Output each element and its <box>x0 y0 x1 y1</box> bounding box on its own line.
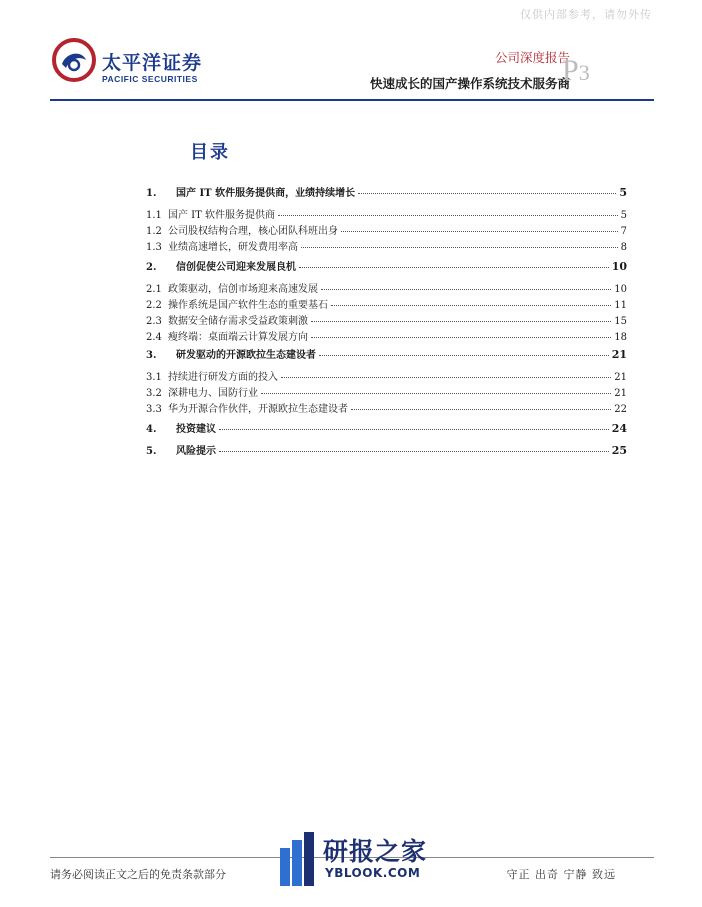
toc-entry[interactable] <box>146 368 627 383</box>
toc-entry[interactable] <box>146 296 627 311</box>
toc-entry-label: 瘦终端：桌面端云计算发展方向 <box>168 332 308 343</box>
toc-leader-dots <box>319 355 609 356</box>
toc-entry[interactable] <box>146 420 627 435</box>
toc-entry-page: 21 <box>611 348 627 361</box>
company-logo <box>52 38 242 92</box>
pacific-emblem-icon <box>52 38 96 82</box>
toc-entry-number: 2.2 <box>146 300 162 311</box>
toc-entry-page: 7 <box>620 226 627 237</box>
report-stack-icon <box>278 830 320 888</box>
toc-entry[interactable] <box>146 346 627 361</box>
toc-leader-dots <box>278 215 618 216</box>
toc-entry-page: 10 <box>614 284 627 295</box>
toc-title: 目录 <box>190 142 230 163</box>
toc-entry-label: 研发驱动的开源欧拉生态建设者 <box>176 350 316 361</box>
toc-entry-number: 5. <box>146 446 157 457</box>
toc-entry-number: 3.1 <box>146 372 162 383</box>
toc-leader-dots <box>299 267 609 268</box>
toc-entry[interactable] <box>146 222 627 237</box>
toc-entry-number: 2. <box>146 262 157 273</box>
toc-entry-number: 3. <box>146 350 157 361</box>
toc-entry-label: 深耕电力、国防行业 <box>168 388 258 399</box>
toc-entry-number: 2.3 <box>146 316 162 327</box>
toc-entry-label: 持续进行研发方面的投入 <box>168 372 278 383</box>
toc-leader-dots <box>311 321 611 322</box>
toc-leader-dots <box>321 289 611 290</box>
toc-leader-dots <box>261 393 611 394</box>
toc-entry-number: 1.3 <box>146 242 162 253</box>
toc-entry-label: 华为开源合作伙伴，开源欧拉生态建设者 <box>168 404 348 415</box>
toc-entry[interactable] <box>146 258 627 273</box>
toc-entry[interactable] <box>146 184 627 199</box>
footer-motto: 守正 出奇 宁静 致远 <box>506 868 616 881</box>
header-divider <box>50 99 654 101</box>
toc-entry-number: 3.3 <box>146 404 162 415</box>
toc-leader-dots <box>281 377 611 378</box>
page-number <box>562 56 590 86</box>
toc-entry-page: 11 <box>614 300 627 311</box>
toc-entry-number: 2.4 <box>146 332 162 343</box>
toc-entry-label: 政策驱动，信创市场迎来高速发展 <box>168 284 318 295</box>
toc-entry-label: 投资建议 <box>176 424 216 435</box>
company-name-en: PACIFIC SECURITIES <box>102 74 198 84</box>
toc-entry-number: 4. <box>146 424 157 435</box>
toc-entry[interactable] <box>146 280 627 295</box>
toc-entry-label: 公司股权结构合理，核心团队科班出身 <box>168 226 338 237</box>
yblook-name-en: YBLOOK.COM <box>325 866 421 880</box>
toc-entry-number: 3.2 <box>146 388 162 399</box>
toc-entry-page: 22 <box>614 404 627 415</box>
toc-entry-page: 24 <box>611 422 627 435</box>
toc-leader-dots <box>341 231 618 232</box>
toc-entry[interactable] <box>146 238 627 253</box>
toc-entry-label: 操作系统是国产软件生态的重要基石 <box>168 300 328 311</box>
toc-entry-number: 1. <box>146 188 157 199</box>
toc-entry-page: 25 <box>611 444 627 457</box>
toc-entry-number: 1.2 <box>146 226 162 237</box>
toc-leader-dots <box>219 429 609 430</box>
toc-entry[interactable] <box>146 328 627 343</box>
toc-entry-page: 21 <box>614 388 627 399</box>
toc-leader-dots <box>351 409 611 410</box>
toc-leader-dots <box>358 193 616 194</box>
toc-entry-page: 10 <box>611 260 627 273</box>
toc-entry-page: 5 <box>619 186 627 199</box>
toc-entry[interactable] <box>146 206 627 221</box>
toc-entry-page: 5 <box>620 210 627 221</box>
toc-entry[interactable] <box>146 442 627 457</box>
company-name-cn: 太平洋证券 <box>102 52 203 74</box>
toc-entry[interactable] <box>146 384 627 399</box>
report-type: 公司深度报告 <box>494 50 570 65</box>
toc-entry-page: 15 <box>614 316 627 327</box>
toc-leader-dots <box>301 247 618 248</box>
toc-entry-label: 数据安全储存需求受益政策刺激 <box>168 316 308 327</box>
toc-entry-page: 8 <box>620 242 627 253</box>
page-prefix: P <box>562 54 579 87</box>
toc-entry-number: 1.1 <box>146 210 162 221</box>
yblook-name-cn: 研报之家 <box>323 837 428 866</box>
toc-entry-page: 18 <box>614 332 627 343</box>
toc-entry-label: 业绩高速增长，研发费用率高 <box>168 242 298 253</box>
toc-entry-number: 2.1 <box>146 284 162 295</box>
report-subtitle: 快速成长的国产操作系统技术服务商 <box>369 76 570 91</box>
toc-leader-dots <box>219 451 609 452</box>
toc-entry-label: 国产 IT 软件服务提供商 <box>168 210 275 221</box>
toc-entry-label: 信创促使公司迎来发展良机 <box>176 262 296 273</box>
page-number-value: 3 <box>578 60 590 85</box>
toc-leader-dots <box>311 337 611 338</box>
yblook-watermark-logo <box>278 830 448 900</box>
toc-entry-label: 风险提示 <box>176 446 216 457</box>
footer-disclaimer: 请务必阅读正文之后的免责条款部分 <box>50 868 226 881</box>
confidential-watermark: 仅供内部参考，请勿外传 <box>520 8 652 21</box>
toc-entry[interactable] <box>146 312 627 327</box>
toc-entry-page: 21 <box>614 372 627 383</box>
toc-entry[interactable] <box>146 400 627 415</box>
toc-leader-dots <box>331 305 611 306</box>
toc-entry-label: 国产 IT 软件服务提供商，业绩持续增长 <box>176 188 356 199</box>
